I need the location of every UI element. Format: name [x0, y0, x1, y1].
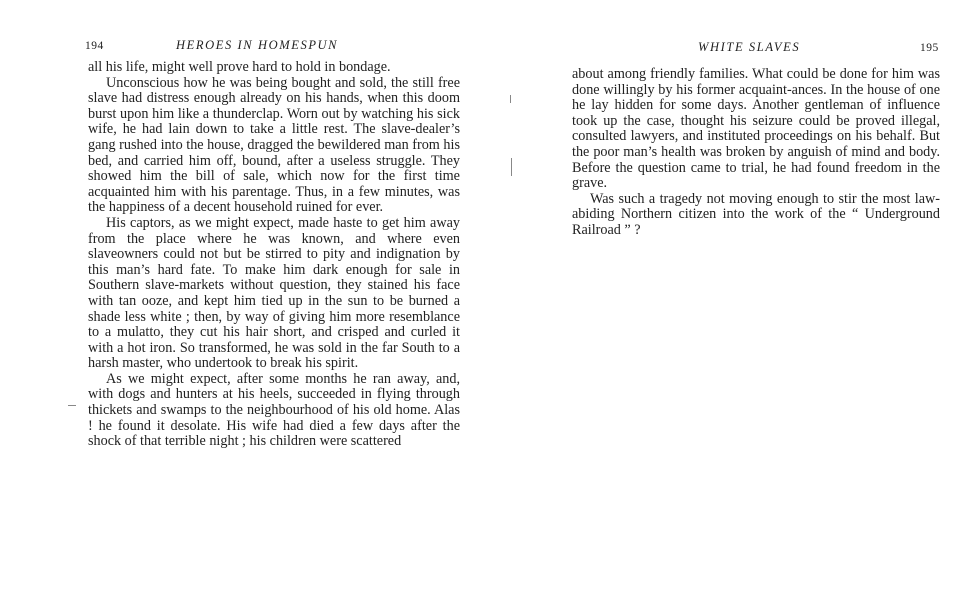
- running-title: HEROES IN HOMESPUN: [176, 38, 339, 52]
- margin-mark: [68, 405, 76, 406]
- margin-mark: [510, 95, 511, 103]
- paragraph: Was such a tragedy not moving enough to stir the most law-abiding Northern citizen into the work of the “ Underground Railroad ” ?: [572, 190, 940, 238]
- margin-mark: [511, 158, 512, 176]
- page-number: 194: [85, 40, 104, 52]
- paragraph: all his life, might well prove hard to hold in bondage.: [88, 59, 391, 75]
- running-title: WHITE SLAVES: [698, 40, 801, 54]
- page-body: [572, 67, 940, 239]
- page-body: [88, 60, 460, 450]
- page-number: 195: [920, 42, 939, 54]
- right-page: [490, 0, 980, 611]
- paragraph: As we might expect, after some months he ran away, and, with dogs and hunters at his heels, succeeded in flying through thickets and swamps to the neighbourhood of his old home. Alas ! he found it desolate. His wife had died a few days after the shock of that terrible night ; his children were scattered: [88, 370, 460, 450]
- paragraph: about among friendly families. What could be done for him was done willingly by his former acquaint-ances. In the house of one he lay hidden for some days. Another gentleman of influence took up the case, thought his seizure could be proved illegal, consulted lawyers, and instituted proceedings on his behalf. But the poor man’s health was broken by anguish of mind and body. Before the question came to trial, he had found freedom in the grave.: [572, 66, 940, 192]
- paragraph: His captors, as we might expect, made haste to get him away from the place where he was known, and where even slaveowners could not but be stirred to pity and indignation by this man’s hard fate. To make him dark enough for sale in Southern slave-markets without question, they stained his face with tan ooze, and kept him tied up in the sun to be burned a shade less white ; then, by way of giving him more resemblance to a mulatto, they cut his hair short, and crisped and curled it with a hot iron. So transformed, he was sold in the far South to a harsh master, who undertook to break his spirit.: [88, 214, 460, 372]
- paragraph: Unconscious how he was being bought and sold, the still free slave had distress enough already on his hands, when this doom burst upon him like a thunderclap. Worn out by watching his sick wife, he had lain down to take a little rest. The slave-dealer’s gang rushed into the house, dragged the bewildered man from his bed, and carried him off, bound, after a useless struggle. They showed him the bill of sale, which now for the first time acquainted him with his parentage. Thus, in a few minutes, was the happiness of a decent household ruined for ever.: [88, 74, 460, 216]
